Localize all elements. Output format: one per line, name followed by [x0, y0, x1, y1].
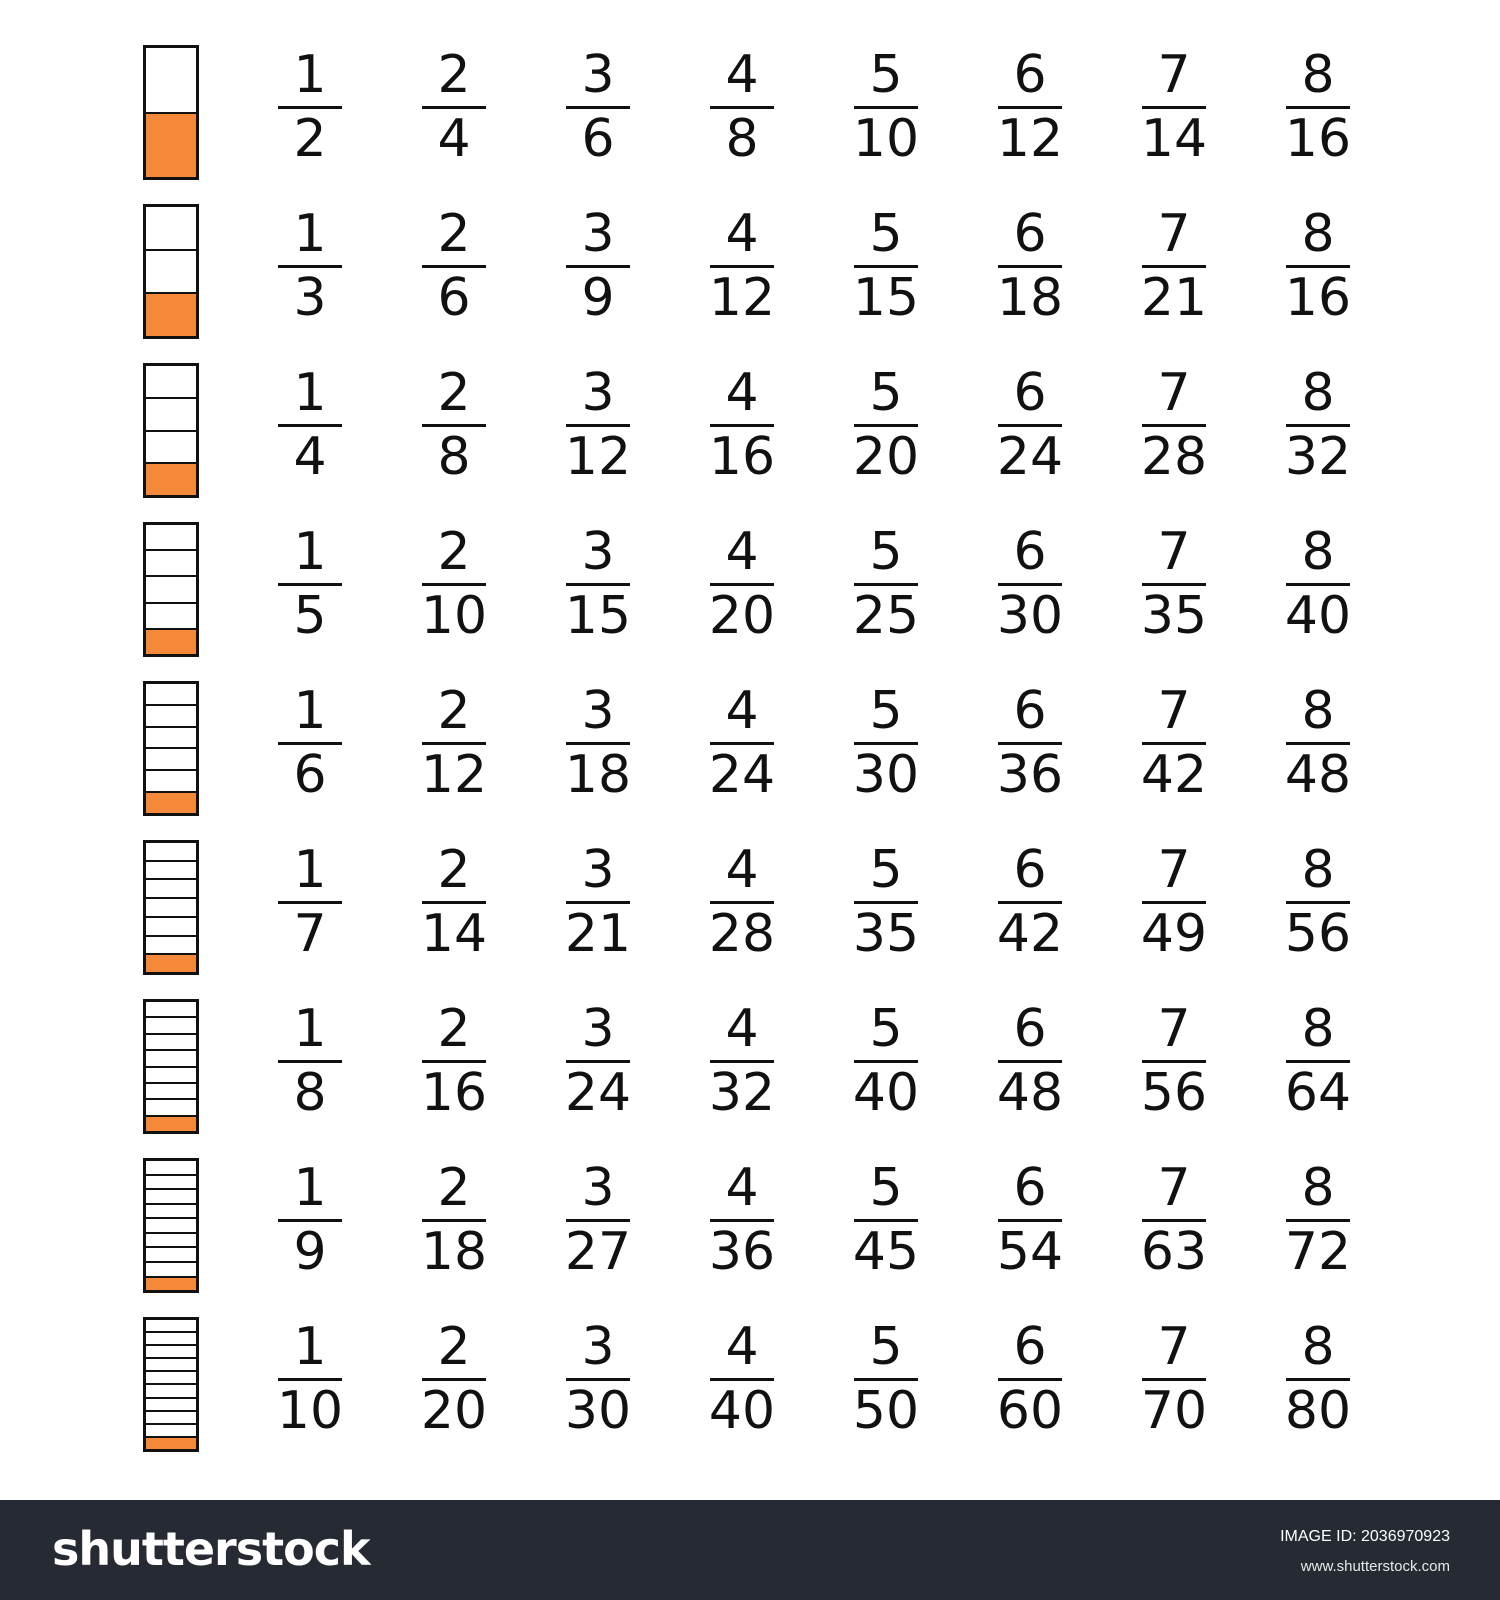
fraction	[275, 683, 345, 803]
bar-segment	[146, 1357, 196, 1370]
fraction	[1139, 1001, 1209, 1121]
bar-segment	[146, 916, 196, 935]
fraction	[995, 365, 1065, 485]
fraction-denominator: 24	[564, 1063, 632, 1123]
fraction-numerator: 1	[293, 681, 327, 741]
fraction	[851, 1160, 921, 1280]
fraction-denominator: 20	[708, 586, 776, 646]
fraction	[1283, 683, 1353, 803]
fraction-denominator: 12	[708, 268, 776, 328]
bar-segment	[146, 1188, 196, 1203]
fraction-denominator: 24	[996, 427, 1064, 487]
fraction	[1139, 365, 1209, 485]
fraction-numerator: 1	[293, 363, 327, 423]
fraction-numerator: 7	[1157, 840, 1191, 900]
fraction	[1139, 47, 1209, 167]
bar-segment	[146, 1016, 196, 1032]
bar-segment	[146, 860, 196, 879]
fraction-numerator: 8	[1301, 1158, 1335, 1218]
fraction-bar	[143, 45, 199, 180]
bar-segment-filled	[146, 791, 196, 813]
fraction	[707, 47, 777, 167]
fraction-numerator: 4	[725, 999, 759, 1059]
fraction-numerator: 3	[581, 363, 615, 423]
fraction-numerator: 7	[1157, 204, 1191, 264]
fraction	[1283, 1319, 1353, 1439]
fraction	[563, 842, 633, 962]
fraction-denominator: 15	[564, 586, 632, 646]
fraction-numerator: 3	[581, 999, 615, 1059]
bar-segment-filled	[146, 1276, 196, 1291]
fraction	[851, 683, 921, 803]
fraction-numerator: 4	[725, 45, 759, 105]
image-id-label: IMAGE ID: 2036970923	[1280, 1528, 1450, 1545]
bar-segment	[146, 1082, 196, 1098]
fraction-row	[0, 512, 1500, 671]
fraction	[1283, 1001, 1353, 1121]
fraction-denominator: 30	[852, 745, 920, 805]
fraction-bar	[143, 522, 199, 657]
bar-segment-filled	[146, 628, 196, 654]
fraction-numerator: 8	[1301, 1317, 1335, 1377]
fraction	[563, 1001, 633, 1121]
fraction	[707, 842, 777, 962]
fraction-denominator: 42	[996, 904, 1064, 964]
fraction	[707, 1001, 777, 1121]
fraction-numerator: 1	[293, 999, 327, 1059]
fraction-denominator: 15	[852, 268, 920, 328]
fraction-numerator: 2	[437, 1158, 471, 1218]
fraction-denominator: 6	[437, 268, 471, 328]
fraction-numerator: 6	[1013, 1317, 1047, 1377]
bar-segment	[146, 1203, 196, 1218]
fraction	[275, 842, 345, 962]
fraction-denominator: 20	[420, 1381, 488, 1441]
fraction-numerator: 8	[1301, 840, 1335, 900]
bar-segment	[146, 1033, 196, 1049]
fraction	[707, 524, 777, 644]
fraction-denominator: 72	[1284, 1222, 1352, 1282]
fraction-numerator: 3	[581, 522, 615, 582]
fraction	[563, 47, 633, 167]
bar-segment	[146, 1344, 196, 1357]
fraction-bar	[143, 840, 199, 975]
fraction	[563, 365, 633, 485]
fraction-denominator: 36	[996, 745, 1064, 805]
fraction-numerator: 3	[581, 840, 615, 900]
fraction-numerator: 5	[869, 45, 903, 105]
bar-segment	[146, 1261, 196, 1276]
fraction-denominator: 56	[1284, 904, 1352, 964]
fraction-denominator: 30	[996, 586, 1064, 646]
fraction-denominator: 3	[293, 268, 327, 328]
fraction-denominator: 63	[1140, 1222, 1208, 1282]
fraction-numerator: 4	[725, 363, 759, 423]
fraction-denominator: 50	[852, 1381, 920, 1441]
fraction-bar	[143, 999, 199, 1134]
fraction-denominator: 18	[996, 268, 1064, 328]
fraction	[1139, 683, 1209, 803]
bar-segment	[146, 747, 196, 769]
fraction-denominator: 7	[293, 904, 327, 964]
fraction-row	[0, 671, 1500, 830]
fraction-denominator: 8	[725, 109, 759, 169]
bar-segment	[146, 1320, 196, 1331]
fraction-denominator: 24	[708, 745, 776, 805]
fraction	[563, 206, 633, 326]
fraction-denominator: 42	[1140, 745, 1208, 805]
fraction-denominator: 64	[1284, 1063, 1352, 1123]
bar-segment	[146, 366, 196, 397]
fraction-denominator: 18	[564, 745, 632, 805]
fraction	[419, 1319, 489, 1439]
fraction-numerator: 7	[1157, 45, 1191, 105]
bar-segment-filled	[146, 112, 196, 178]
bar-segment	[146, 1370, 196, 1383]
fraction-numerator: 4	[725, 681, 759, 741]
bar-segment-filled	[146, 1115, 196, 1131]
fraction-denominator: 32	[708, 1063, 776, 1123]
fraction	[1139, 842, 1209, 962]
site-url: www.shutterstock.com	[1300, 1558, 1450, 1575]
fraction-numerator: 5	[869, 1158, 903, 1218]
fraction-numerator: 3	[581, 204, 615, 264]
bar-segment	[146, 249, 196, 293]
fraction	[851, 1001, 921, 1121]
bar-segment	[146, 726, 196, 748]
fraction-numerator: 1	[293, 1317, 327, 1377]
footer-bar	[0, 1500, 1500, 1600]
fraction-numerator: 8	[1301, 204, 1335, 264]
fraction-denominator: 8	[437, 427, 471, 487]
fraction-numerator: 8	[1301, 522, 1335, 582]
bar-segment	[146, 48, 196, 112]
fraction-numerator: 2	[437, 999, 471, 1059]
fraction-denominator: 5	[293, 586, 327, 646]
bar-segment	[146, 525, 196, 549]
fraction	[419, 524, 489, 644]
fraction	[275, 1001, 345, 1121]
fraction	[419, 1001, 489, 1121]
fraction-denominator: 49	[1140, 904, 1208, 964]
fraction-numerator: 2	[437, 45, 471, 105]
fraction-denominator: 28	[1140, 427, 1208, 487]
fraction-numerator: 2	[437, 522, 471, 582]
fraction-numerator: 2	[437, 681, 471, 741]
bar-segment-filled	[146, 292, 196, 336]
fraction	[1283, 47, 1353, 167]
bar-segment	[146, 1066, 196, 1082]
fraction-numerator: 1	[293, 522, 327, 582]
bar-segment	[146, 575, 196, 601]
fraction-denominator: 40	[852, 1063, 920, 1123]
fraction	[1139, 206, 1209, 326]
fraction-denominator: 9	[293, 1222, 327, 1282]
fraction-denominator: 8	[293, 1063, 327, 1123]
fraction	[707, 1319, 777, 1439]
fraction-row	[0, 194, 1500, 353]
fraction-numerator: 1	[293, 45, 327, 105]
fraction-denominator: 10	[276, 1381, 344, 1441]
bar-segment	[146, 1423, 196, 1436]
fraction-numerator: 3	[581, 1158, 615, 1218]
fraction-denominator: 48	[996, 1063, 1064, 1123]
fraction-denominator: 40	[1284, 586, 1352, 646]
fraction-numerator: 3	[581, 681, 615, 741]
fraction-numerator: 7	[1157, 999, 1191, 1059]
bar-segment	[146, 207, 196, 249]
fraction	[995, 206, 1065, 326]
fraction-numerator: 6	[1013, 1158, 1047, 1218]
fraction-numerator: 6	[1013, 45, 1047, 105]
fraction-denominator: 36	[708, 1222, 776, 1282]
fraction	[563, 1319, 633, 1439]
fraction	[995, 47, 1065, 167]
fraction-numerator: 7	[1157, 522, 1191, 582]
fraction-denominator: 12	[420, 745, 488, 805]
fraction-denominator: 12	[564, 427, 632, 487]
fraction-numerator: 2	[437, 363, 471, 423]
bar-segment	[146, 549, 196, 575]
fraction	[275, 365, 345, 485]
fraction-numerator: 5	[869, 204, 903, 264]
fraction	[419, 47, 489, 167]
fraction	[1283, 365, 1353, 485]
fraction-denominator: 45	[852, 1222, 920, 1282]
fraction-denominator: 27	[564, 1222, 632, 1282]
fraction	[1283, 206, 1353, 326]
fraction-numerator: 7	[1157, 363, 1191, 423]
fraction	[995, 524, 1065, 644]
fraction-denominator: 16	[420, 1063, 488, 1123]
fraction-numerator: 7	[1157, 681, 1191, 741]
fraction	[851, 842, 921, 962]
fraction-denominator: 70	[1140, 1381, 1208, 1441]
fraction	[563, 683, 633, 803]
fraction-bar	[143, 681, 199, 816]
fraction-numerator: 8	[1301, 363, 1335, 423]
bar-segment	[146, 1383, 196, 1396]
fraction	[1139, 524, 1209, 644]
fraction-numerator: 2	[437, 204, 471, 264]
fraction	[707, 1160, 777, 1280]
fraction	[851, 206, 921, 326]
fraction-row	[0, 35, 1500, 194]
fraction-denominator: 48	[1284, 745, 1352, 805]
fraction-numerator: 1	[293, 840, 327, 900]
fraction	[419, 1160, 489, 1280]
fraction	[851, 524, 921, 644]
fraction-numerator: 5	[869, 1317, 903, 1377]
bar-segment	[146, 1002, 196, 1016]
fraction-numerator: 6	[1013, 999, 1047, 1059]
fraction	[275, 524, 345, 644]
fraction	[995, 842, 1065, 962]
fraction	[1283, 524, 1353, 644]
fraction	[563, 1160, 633, 1280]
fraction	[1283, 842, 1353, 962]
fraction	[995, 1319, 1065, 1439]
bar-segment	[146, 397, 196, 430]
fraction-denominator: 10	[852, 109, 920, 169]
fraction-denominator: 4	[437, 109, 471, 169]
bar-segment	[146, 1331, 196, 1344]
fraction	[707, 683, 777, 803]
fraction-denominator: 21	[1140, 268, 1208, 328]
fraction-numerator: 4	[725, 204, 759, 264]
fraction-row	[0, 353, 1500, 512]
fraction-denominator: 56	[1140, 1063, 1208, 1123]
fraction	[1139, 1319, 1209, 1439]
bar-segment-filled	[146, 1436, 196, 1449]
fraction	[275, 1319, 345, 1439]
fraction-row	[0, 1148, 1500, 1307]
fraction-bar	[143, 1158, 199, 1293]
fraction	[275, 1160, 345, 1280]
fraction-numerator: 1	[293, 204, 327, 264]
fraction-denominator: 6	[293, 745, 327, 805]
fraction-numerator: 1	[293, 1158, 327, 1218]
bar-segment	[146, 1232, 196, 1247]
fraction-denominator: 4	[293, 427, 327, 487]
fraction	[851, 1319, 921, 1439]
fraction	[1139, 1160, 1209, 1280]
bar-segment	[146, 769, 196, 791]
fraction	[563, 524, 633, 644]
fraction-denominator: 32	[1284, 427, 1352, 487]
fraction-denominator: 16	[1284, 109, 1352, 169]
fraction-denominator: 21	[564, 904, 632, 964]
fraction-denominator: 10	[420, 586, 488, 646]
fraction	[419, 365, 489, 485]
fraction	[995, 1001, 1065, 1121]
fraction-denominator: 25	[852, 586, 920, 646]
fraction-numerator: 5	[869, 681, 903, 741]
bar-segment	[146, 1217, 196, 1232]
fraction-bar	[143, 363, 199, 498]
fraction-numerator: 8	[1301, 45, 1335, 105]
fraction-numerator: 6	[1013, 681, 1047, 741]
fraction-numerator: 7	[1157, 1158, 1191, 1218]
fraction-numerator: 5	[869, 363, 903, 423]
fraction-denominator: 35	[852, 904, 920, 964]
fraction	[707, 365, 777, 485]
fraction-numerator: 5	[869, 999, 903, 1059]
fraction-numerator: 4	[725, 522, 759, 582]
bar-segment	[146, 1397, 196, 1410]
fraction	[707, 206, 777, 326]
fraction-row	[0, 1307, 1500, 1466]
fraction-numerator: 6	[1013, 204, 1047, 264]
bar-segment	[146, 878, 196, 897]
fraction-numerator: 4	[725, 1158, 759, 1218]
fraction-bar	[143, 1317, 199, 1452]
fraction-numerator: 3	[581, 1317, 615, 1377]
fraction-denominator: 40	[708, 1381, 776, 1441]
fraction	[995, 1160, 1065, 1280]
fraction-denominator: 9	[581, 268, 615, 328]
fraction	[419, 206, 489, 326]
fraction	[851, 365, 921, 485]
fraction	[419, 683, 489, 803]
bar-segment	[146, 843, 196, 860]
fraction-denominator: 18	[420, 1222, 488, 1282]
bar-segment	[146, 1161, 196, 1174]
fraction-numerator: 7	[1157, 1317, 1191, 1377]
fraction	[851, 47, 921, 167]
fraction-numerator: 2	[437, 1317, 471, 1377]
bar-segment	[146, 897, 196, 916]
fraction-numerator: 5	[869, 522, 903, 582]
fraction-row	[0, 830, 1500, 989]
fraction	[1283, 1160, 1353, 1280]
fraction-numerator: 8	[1301, 681, 1335, 741]
fraction-numerator: 8	[1301, 999, 1335, 1059]
bar-segment	[146, 1410, 196, 1423]
fraction-denominator: 14	[420, 904, 488, 964]
fraction-numerator: 4	[725, 840, 759, 900]
fraction-numerator: 2	[437, 840, 471, 900]
fraction	[275, 206, 345, 326]
fraction-numerator: 6	[1013, 840, 1047, 900]
bar-segment	[146, 1246, 196, 1261]
fraction-denominator: 12	[996, 109, 1064, 169]
fraction-denominator: 2	[293, 109, 327, 169]
brand-logo: shutterstock	[52, 1522, 370, 1576]
fraction	[419, 842, 489, 962]
bar-segment	[146, 704, 196, 726]
bar-segment-filled	[146, 953, 196, 972]
bar-segment	[146, 430, 196, 463]
fraction-denominator: 6	[581, 109, 615, 169]
fraction-denominator: 16	[1284, 268, 1352, 328]
fraction-denominator: 20	[852, 427, 920, 487]
fraction-denominator: 14	[1140, 109, 1208, 169]
fraction-row	[0, 989, 1500, 1148]
fraction-numerator: 6	[1013, 522, 1047, 582]
fraction-numerator: 4	[725, 1317, 759, 1377]
fraction-denominator: 54	[996, 1222, 1064, 1282]
fraction-bar	[143, 204, 199, 339]
fraction-denominator: 60	[996, 1381, 1064, 1441]
fraction-denominator: 80	[1284, 1381, 1352, 1441]
bar-segment	[146, 1174, 196, 1189]
fraction	[275, 47, 345, 167]
fraction-denominator: 28	[708, 904, 776, 964]
bar-segment-filled	[146, 462, 196, 495]
bar-segment	[146, 602, 196, 628]
bar-segment	[146, 1098, 196, 1114]
fraction-denominator: 16	[708, 427, 776, 487]
fraction-numerator: 6	[1013, 363, 1047, 423]
fraction-denominator: 30	[564, 1381, 632, 1441]
bar-segment	[146, 1049, 196, 1065]
bar-segment	[146, 684, 196, 704]
fraction-numerator: 3	[581, 45, 615, 105]
bar-segment	[146, 935, 196, 954]
fraction	[995, 683, 1065, 803]
fraction-denominator: 35	[1140, 586, 1208, 646]
fraction-numerator: 5	[869, 840, 903, 900]
